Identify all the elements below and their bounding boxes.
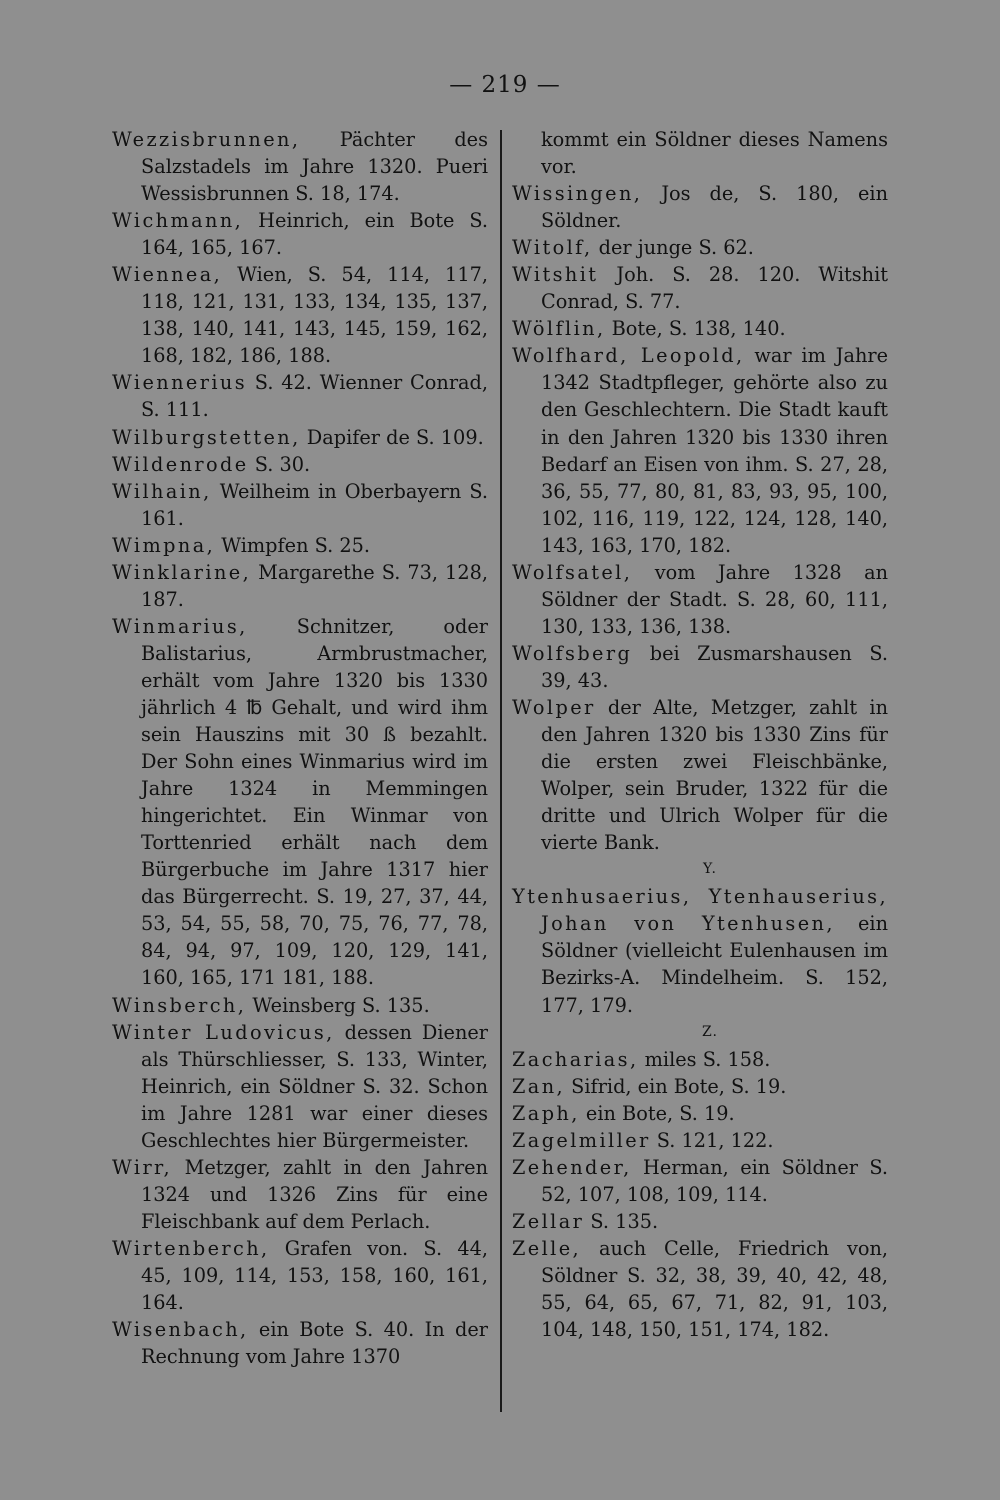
entry-text: war im Jahre 1342 Stadtpfleger, gehörte also zu den Geschlechtern. Die Stadt kauft in den Jahren 1320 bis 1330 ihren Bedarf an Eisen von ihm. S. 27, 28, 36, 55, 77, 80, 81, 83, 93, 95, 100, 102, 116, 119, 122, 124, 128, 140, 143, 163, 170, 182. — [541, 344, 889, 557]
y-entries — [512, 883, 888, 1018]
entry-text: Schnitzer, oder Balistarius, Armbrustmacher, erhält vom Jahre 1320 bis 1330 jährlich 4 ℔ Gehalt, und wird ihm sein Hauszins mit 30 ß bezahlt. Der Sohn eines Winmarius wird im Jahre 1324 in Memmingen hingerichtet. Ein Winmar von Torttenried erhält nach dem Bürgerbuche im Jahre 1317 hier das Bürgerrecht. S. 19, 27, 37, 44, 53, 54, 55, 58, 70, 75, 76, 77, 78, 84, 94, 97, 109, 120, 129, 141, 160, 165, 171 181, 188. — [141, 614, 488, 990]
entry-text: Grafen von. S. 44, 45, 109, 114, 153, 158, 160, 161, 164. — [141, 1236, 488, 1315]
index-entry — [112, 478, 488, 532]
index-entry — [512, 234, 888, 261]
page-number: — 219 — — [449, 72, 561, 98]
entry-headword: Winter Ludovicus, — [112, 1020, 335, 1044]
index-entry — [512, 1046, 888, 1073]
entry-headword: Zan, — [512, 1074, 566, 1098]
entry-text: Wimpfen S. 25. — [215, 533, 371, 557]
index-entry — [112, 992, 488, 1019]
column-rule — [500, 130, 502, 1412]
entry-headword: Winklarine, — [112, 560, 252, 584]
entry-text: der junge S. 62. — [592, 236, 754, 260]
entry-text: Wien, S. 54, 114, 117, 118, 121, 131, 133, 134, 135, 137, 138, 140, 141, 143, 145, 159, 162, 168, 182, 186, 188. — [141, 263, 488, 368]
entry-headword: Wölflin, — [512, 317, 606, 341]
entry-text: Pächter des Salzstadels im Jahre 1320. Pueri Wessisbrunnen S. 18, 174. — [141, 128, 488, 206]
entry-headword: Ytenhusaerius, Ytenhauserius, Johan von Ytenhusen, — [512, 885, 888, 936]
entry-headword: Zacharias, — [512, 1047, 639, 1071]
entry-text: Weinsberg S. 135. — [246, 993, 430, 1017]
index-entry — [512, 1208, 888, 1235]
entry-headword: Wilhain, — [112, 479, 212, 503]
index-entry — [112, 1316, 488, 1370]
right-column — [512, 126, 888, 1343]
entry-headword: Wisenbach, — [112, 1318, 249, 1342]
section-heading-y: Y. — [703, 861, 717, 878]
left-column — [112, 126, 488, 1370]
entry-headword: Witshit — [512, 263, 599, 287]
index-entry — [112, 1019, 488, 1154]
entry-continuation: kommt ein Söldner dieses Namens vor. — [541, 128, 888, 179]
entry-text: Bote, S. 138, 140. — [605, 317, 786, 341]
entry-text: Herman, ein Söldner S. 52, 107, 108, 109, 114. — [541, 1155, 888, 1206]
index-entry — [112, 207, 488, 261]
entry-headword: Zagelmiller — [512, 1128, 651, 1152]
entry-text: S. 30. — [248, 452, 311, 476]
index-entry — [512, 1235, 888, 1343]
entry-text: S. 121, 122. — [650, 1128, 774, 1152]
entry-text: Sifrid, ein Bote, S. 19. — [565, 1074, 787, 1098]
entry-headword: Zellar — [512, 1209, 585, 1233]
entry-text: bei Zusmarshausen S. 39, 43. — [541, 641, 888, 692]
entry-headword: Winsberch, — [112, 993, 247, 1017]
entry-text: vom Jahre 1328 an Söldner der Stadt. S. 28, 60, 111, 130, 133, 136, 138. — [541, 560, 888, 638]
entry-text: Dapifer de S. 109. — [300, 425, 484, 449]
entry-headword: Wolper — [512, 695, 596, 719]
index-entry — [112, 369, 488, 423]
entry-text: dessen Diener als Thürschliesser, S. 133, Winter, Heinrich, ein Söldner S. 32. Schon im Jahre 1281 war einer dieses Geschlechtes hier Bürgermeister. — [141, 1020, 488, 1152]
index-entry — [112, 126, 488, 207]
entry-text: S. 42. Wienner Conrad, S. 111. — [141, 371, 488, 422]
index-entry — [112, 613, 488, 992]
entry-headword: Wirtenberch, — [112, 1236, 270, 1260]
index-entry — [112, 559, 488, 613]
entry-headword: Wichmann, — [112, 209, 244, 233]
entry-headword: Wolfsberg — [512, 641, 633, 665]
entry-text: Joh. S. 28. 120. Witshit Conrad, S. 77. — [541, 263, 888, 314]
section-heading-z: Z. — [702, 1023, 718, 1040]
entry-headword: Wolfsatel, — [512, 560, 633, 584]
index-entry — [512, 559, 888, 640]
index-entry — [512, 640, 888, 694]
index-entry — [512, 315, 888, 342]
entry-text: Margarethe S. 73, 128, 187. — [141, 560, 488, 611]
index-entry — [112, 451, 488, 478]
entry-text: Jos de, S. 180, ein Söldner. — [541, 182, 888, 233]
entry-headword: Wiennerius — [112, 371, 247, 395]
index-entry — [512, 261, 888, 315]
index-entry — [512, 1100, 888, 1127]
entry-text: der Alte, Metzger, zahlt in den Jahren 1320 bis 1330 Zins für die ersten zwei Fleischbänke, Wolper, sein Bruder, 1322 für die dritte und Ulrich Wolper für die vierte Bank. — [541, 695, 888, 855]
entry-headword: Wolfhard, Leopold, — [512, 344, 745, 368]
entry-headword: Wezzisbrunnen, — [112, 128, 301, 151]
entry-text: ein Bote S. 40. In der Rechnung vom Jahre 1370 — [141, 1318, 488, 1369]
index-entry — [112, 1235, 488, 1316]
index-entry — [512, 1127, 888, 1154]
entry-text: ein Söldner (vielleicht Eulenhausen im Bezirks-A. Mindelheim. S. 152, 177, 179. — [541, 912, 889, 1017]
entry-text: Weilheim in Oberbayern S. 161. — [141, 479, 488, 530]
index-entry — [512, 180, 888, 234]
z-entries — [512, 1046, 888, 1344]
index-entry — [112, 424, 488, 451]
entry-headword: Wiennea, — [112, 263, 223, 287]
right-entries — [512, 180, 888, 856]
entry-headword: Witolf, — [512, 236, 593, 260]
entry-text: auch Celle, Friedrich von, Söldner S. 32, 38, 39, 40, 42, 48, 55, 64, 65, 67, 71, 82, 91, 103, 104, 148, 150, 151, 174, 182. — [541, 1236, 888, 1342]
entry-headword: Wilburgstetten, — [112, 425, 301, 449]
index-entry — [112, 1154, 488, 1235]
index-entry — [512, 342, 888, 558]
entry-headword: Wissingen, — [512, 182, 643, 206]
entry-headword: Wildenrode — [112, 452, 249, 476]
entry-headword: Zaph, — [512, 1101, 580, 1125]
entry-text: Metzger, zahlt in den Jahren 1324 und 1326 Zins für eine Fleischbank auf dem Perlach. — [141, 1155, 488, 1233]
entry-headword: Zehender, — [512, 1155, 632, 1179]
entry-headword: Winmarius, — [112, 614, 248, 638]
entry-text: Heinrich, ein Bote S. 164, 165, 167. — [141, 209, 488, 260]
entry-text: miles S. 158. — [638, 1047, 771, 1071]
index-entry — [112, 532, 488, 559]
index-entry — [512, 1073, 888, 1100]
index-entry — [512, 1154, 888, 1208]
index-entry — [512, 694, 888, 856]
entry-headword: Wimpna, — [112, 533, 216, 557]
entry-headword: Zelle, — [512, 1236, 582, 1260]
entry-text: S. 135. — [584, 1209, 659, 1233]
entry-headword: Wirr, — [112, 1155, 173, 1179]
index-entry — [512, 883, 888, 1018]
index-entry — [112, 261, 488, 369]
entry-text: ein Bote, S. 19. — [579, 1101, 735, 1125]
